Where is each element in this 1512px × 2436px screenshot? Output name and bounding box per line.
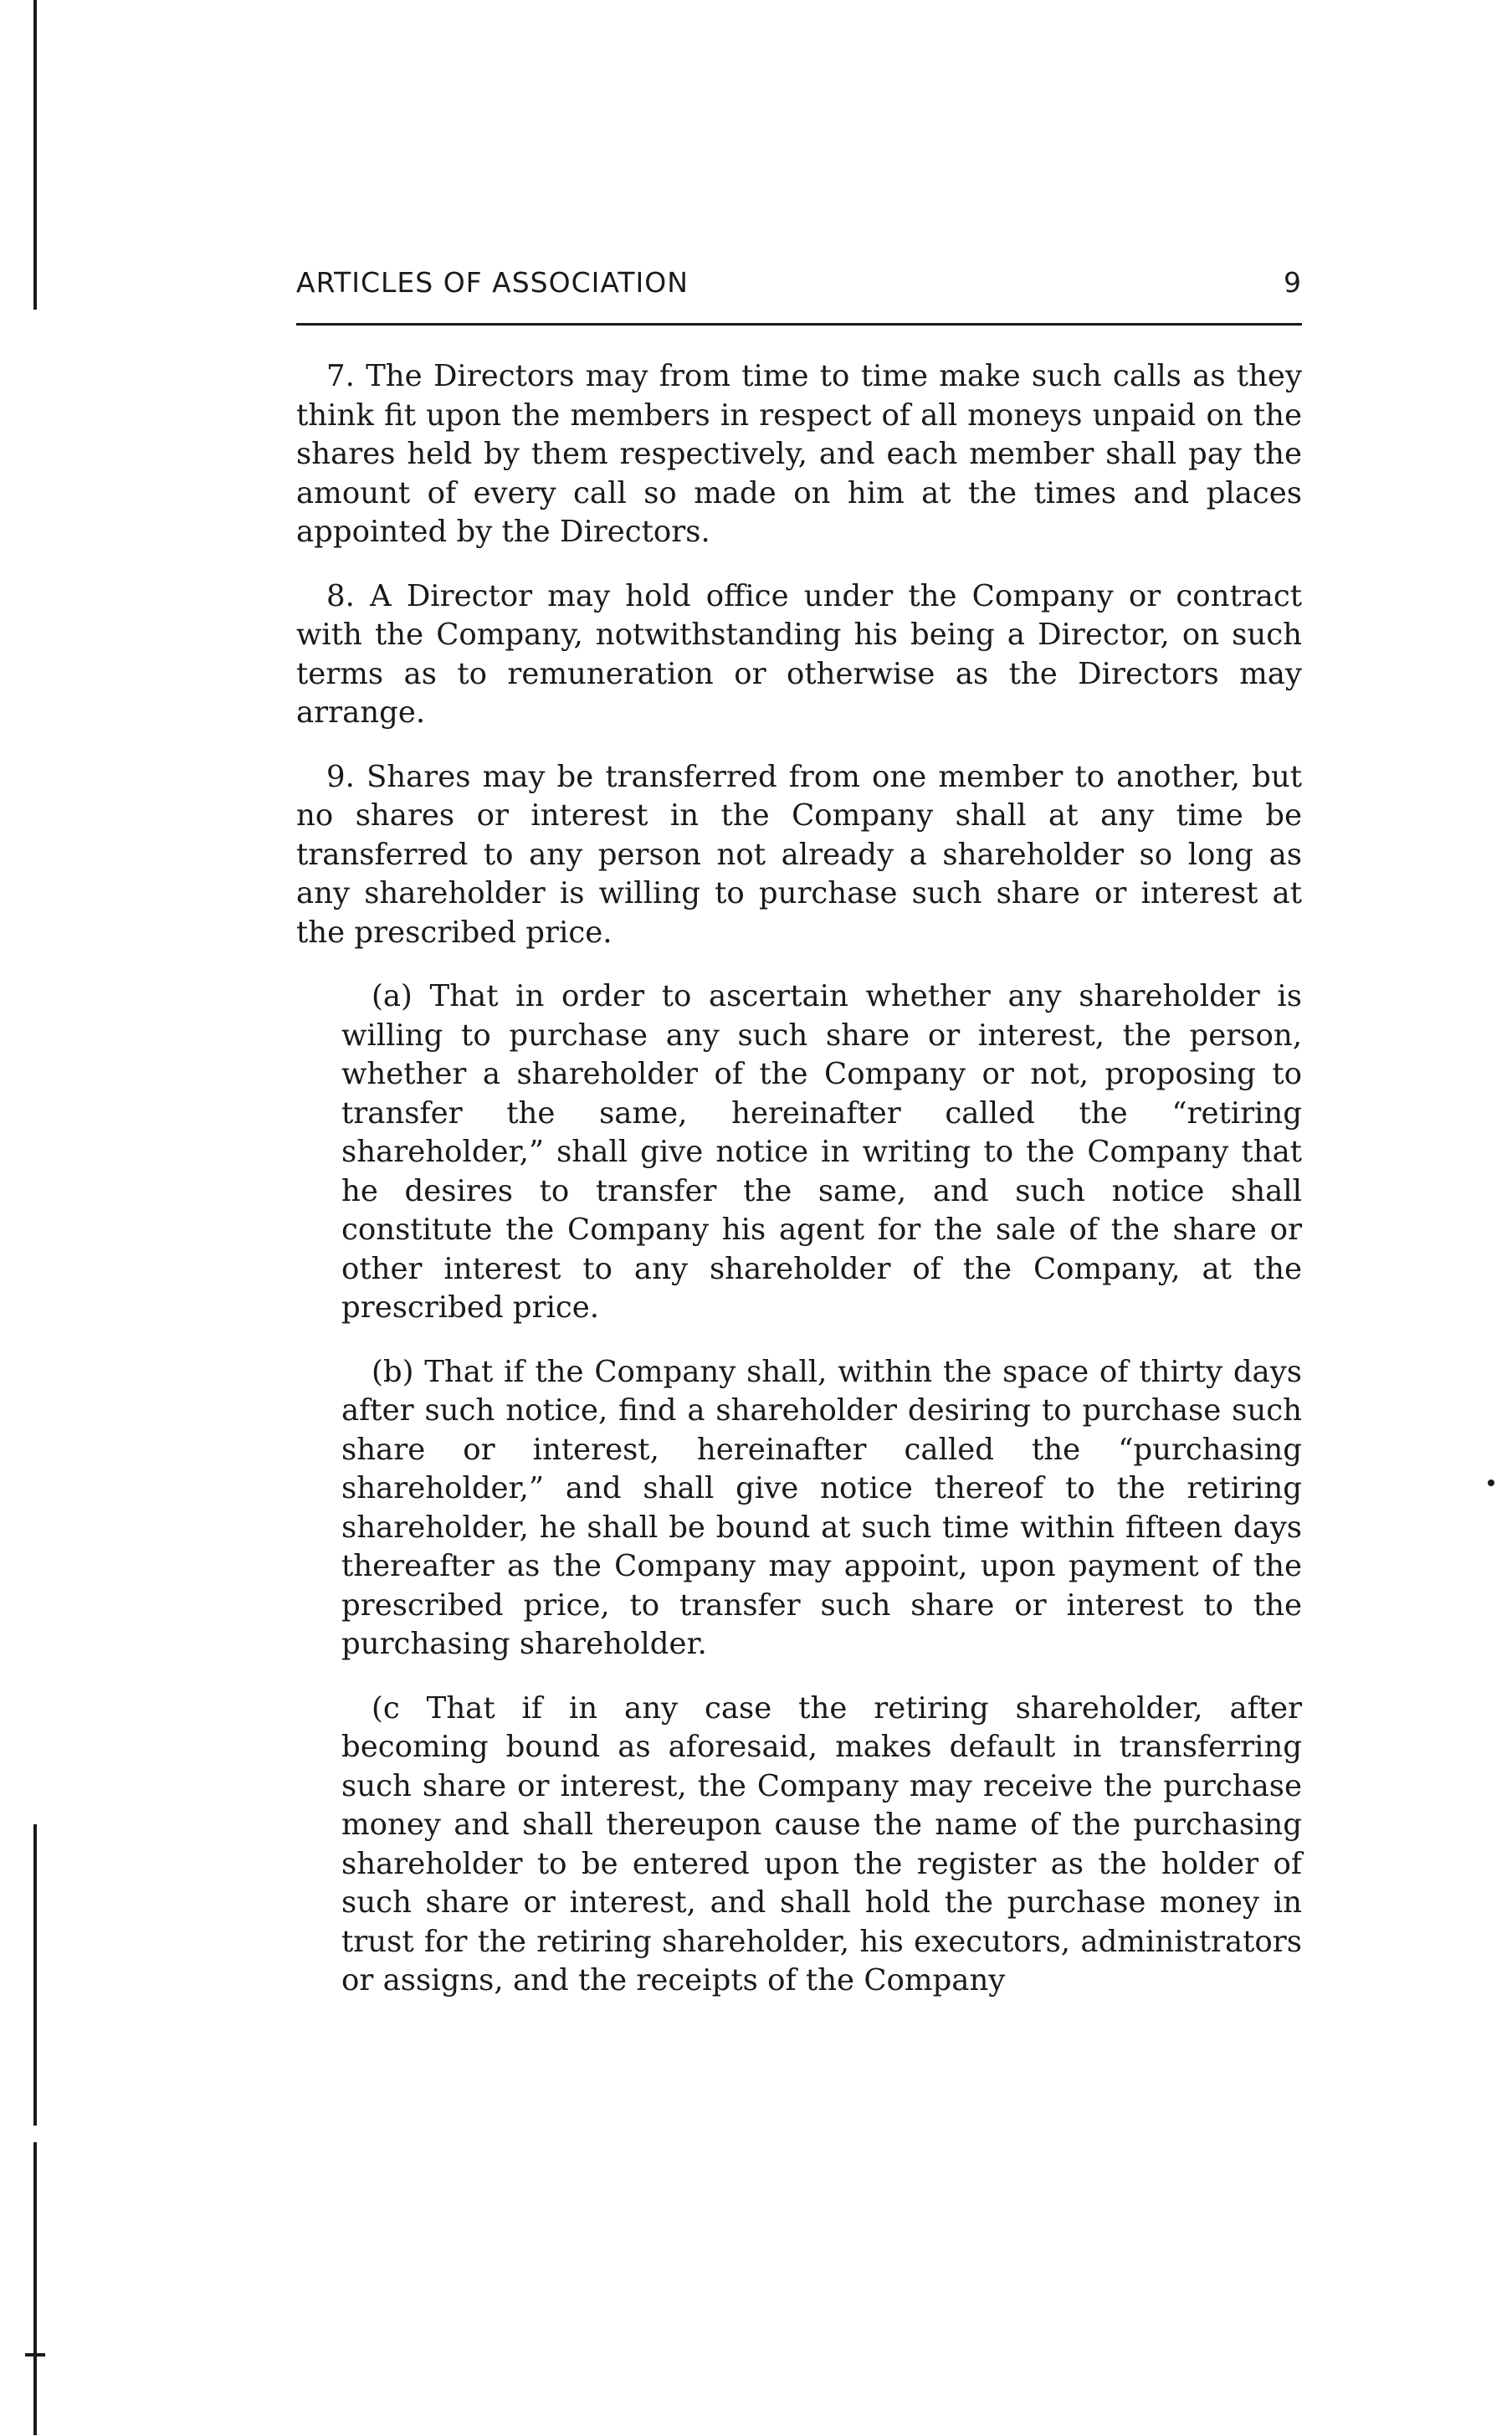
scan-speck (1488, 1480, 1494, 1486)
page-title: ARTICLES OF ASSOCIATION (296, 266, 689, 299)
clause-b-paragraph: (b) That if the Company shall, within the space of thirty days after such notice, find a shareholder desiring to purchase such share or interest, hereinafter called the “purchasing shareholder,” and shall give notice thereof to the retiring shareholder, he shall be bound at such time within fifteen days thereafter as the Company may appoint, upon payment of the prescribed price, to transfer such share or interest to the purchasing shareholder. (341, 1354, 1302, 1661)
article-9-paragraph: 9. Shares may be transferred from one member to another, but no shares or interest in the Company shall at any time be transferred to any person not already a shareholder so long as any shareholder is willing to purchase such share or interest at the prescribed price. (296, 759, 1302, 950)
scan-edge-tick (25, 2353, 45, 2357)
article-7-paragraph: 7. The Directors may from time to time make such calls as they think fit upon the members in respect of all moneys unpaid on the shares held by them respectively, and each member shall pay the amount of every call so made on him at the times and places appointed by the Directors. (296, 359, 1302, 549)
scan-edge-line (33, 2142, 37, 2435)
document-page (296, 266, 1302, 2001)
clause-c-paragraph: (c That if in any case the retiring shareholder, after becoming bound as aforesaid, makes default in transferring such share or interest, the Company may receive the purchase money and shall thereupon cause the name of the purchasing shareholder to be entered upon the register as the holder of such share or interest, and shall hold the purchase money in trust for the retiring shareholder, his executors, administrators or assigns, and the receipts of the Company (341, 1690, 1302, 1998)
header-rule (296, 323, 1302, 326)
clause-a-paragraph: (a) That in order to ascertain whether any shareholder is willing to purchase any such share or interest, the person, whether a shareholder of the Company or not, proposing to transfer the same, hereinafter called the “retiring shareholder,” shall give notice in writing to the Company that he desires to transfer the same, and such notice shall constitute the Company his agent for the sale of the share or other interest to any shareholder of the Company, at the prescribed price. (341, 979, 1302, 1325)
page-number: 9 (1284, 266, 1302, 299)
article-8-paragraph: 8. A Director may hold office under the Company or contract with the Company, notwithstanding his being a Director, on such terms as to remuneration or otherwise as the Directors may arrange. (296, 578, 1302, 730)
scan-edge-line (33, 1824, 37, 2126)
running-header (296, 266, 1302, 310)
scan-edge-line (33, 0, 37, 310)
